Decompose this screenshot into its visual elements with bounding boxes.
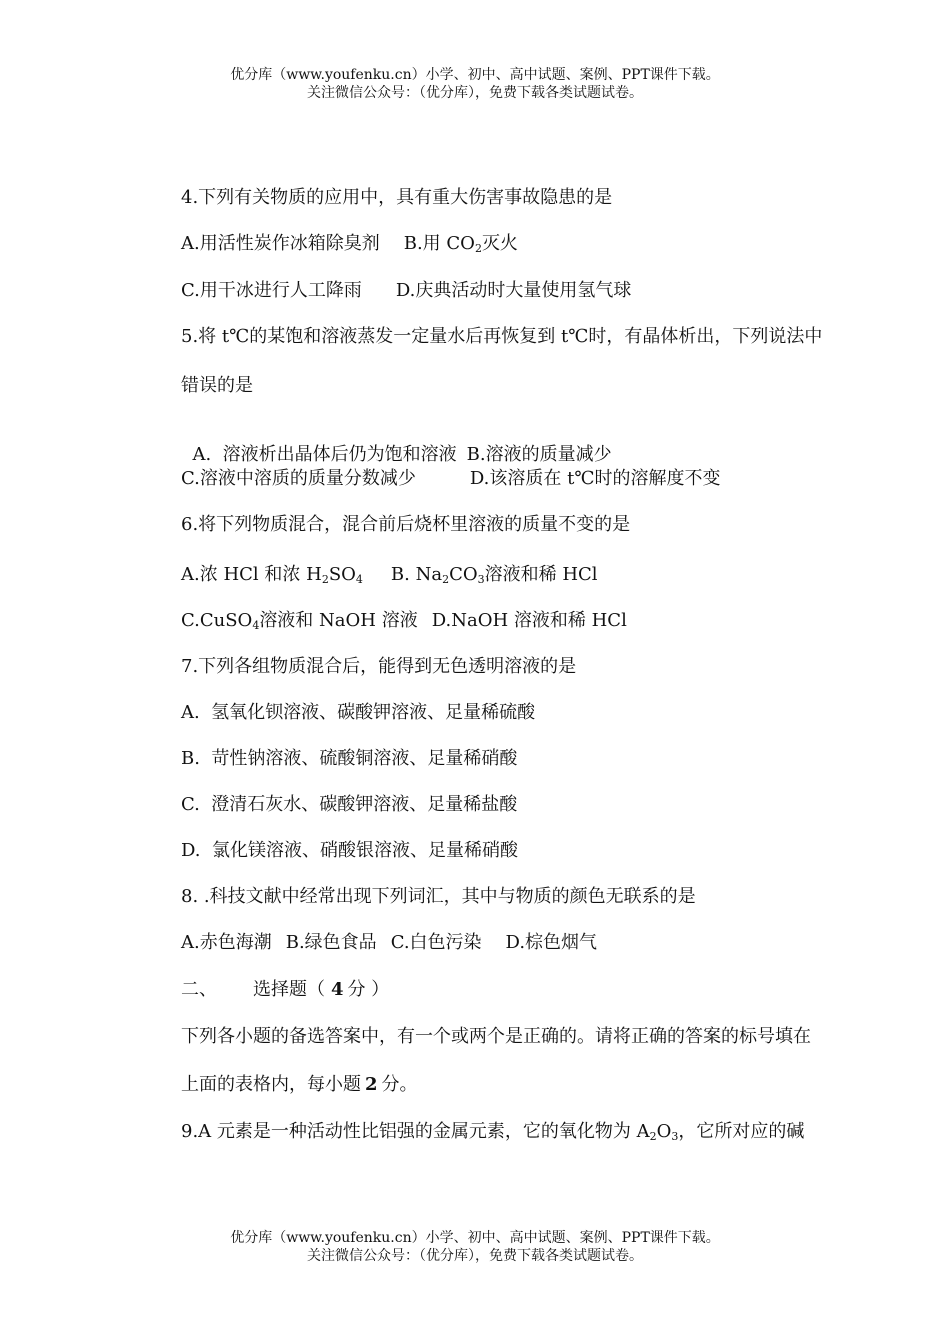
q5-option-d: D.该溶质在 t℃时的溶解度不变	[469, 468, 721, 489]
section-2-heading	[181, 979, 389, 1001]
q6-option-a: A.浓 HCl 和浓 $H_2SO_4$	[181, 564, 363, 586]
q6-stem: 6.将下列物质混合，混合前后烧杯里溶液的质量不变的是	[181, 514, 631, 535]
section-2-number: 二、	[181, 979, 217, 1000]
q8-option-d: D.棕色烟气	[505, 932, 598, 953]
q4-option-c: C.用干冰进行人工降雨	[181, 280, 362, 301]
q8-stem: 8. .科技文献中经常出现下列词汇，其中与物质的颜色无联系的是	[181, 886, 696, 907]
q8-options	[181, 932, 597, 954]
q6-options-cd	[181, 610, 627, 632]
q5-options-cd	[181, 468, 720, 490]
q6-option-d: D.NaOH 溶液和稀 HCl	[431, 610, 627, 631]
q5-options-ab	[181, 422, 612, 466]
header-line-1: 优分库（www.youfenku.cn）小学、初中、高中试题、案例、PPT课件下载。	[230, 67, 720, 83]
footer-line-1: 优分库（www.youfenku.cn）小学、初中、高中试题、案例、PPT课件下载。	[230, 1230, 720, 1246]
q6-option-c: C.CuSO$_4$溶液和 NaOH 溶液	[181, 610, 418, 632]
page-footer	[0, 1229, 950, 1265]
q7-option-b: B. 苛性钠溶液、硫酸铜溶液、足量稀硝酸	[181, 748, 518, 769]
q7-stem: 7.下列各组物质混合后，能得到无色透明溶液的是	[181, 656, 577, 677]
q4-option-b: B.用 $CO_2$灭火	[403, 233, 518, 255]
q6-option-b: B. $Na_2CO_3$溶液和稀 HCl	[390, 564, 598, 586]
q8-option-b: B.绿色食品	[285, 932, 377, 953]
q7-option-a: A. 氢氧化钡溶液、碳酸钾溶液、足量稀硫酸	[181, 702, 536, 723]
header-line-2: 关注微信公众号：（优分库），免费下载各类试题试卷。	[307, 85, 643, 101]
q5-option-a: A. 溶液析出晶体后仍为饱和溶液	[192, 444, 457, 465]
q5-option-b: B.溶液的质量减少	[466, 444, 612, 465]
q9-stem: 9.A 元素是一种活动性比铝强的金属元素，它的氧化物为 $A_2O_3$，它所对应的碱	[181, 1121, 805, 1143]
section-2-intro-line-2: 上面的表格内，每小题 2 分。	[181, 1074, 418, 1095]
q7-option-c: C. 澄清石灰水、碳酸钾溶液、足量稀盐酸	[181, 794, 518, 815]
page-header	[0, 66, 950, 102]
q4-options-ab	[181, 233, 518, 255]
footer-line-2: 关注微信公众号：（优分库），免费下载各类试题试卷。	[307, 1248, 643, 1264]
q6-options-ab	[181, 564, 598, 586]
q8-option-a: A.赤色海潮	[181, 932, 272, 953]
q5-option-c: C.溶液中溶质的质量分数减少	[181, 468, 416, 489]
q4-options-cd	[181, 280, 631, 302]
q5-stem-line-1: 5.将 t℃的某饱和溶液蒸发一定量水后再恢复到 t℃时，有晶体析出，下列说法中	[181, 326, 823, 347]
q4-stem: 4.下列有关物质的应用中，具有重大伤害事故隐患的是	[181, 187, 613, 208]
q7-option-d: D. 氯化镁溶液、硝酸银溶液、足量稀硝酸	[181, 840, 518, 861]
section-2-title: 选择题（ 4 分 ）	[253, 979, 390, 1000]
q4-option-d: D.庆典活动时大量使用氢气球	[395, 280, 632, 301]
q5-stem-line-2: 错误的是	[181, 375, 253, 396]
section-2-intro-line-1: 下列各小题的备选答案中，有一个或两个是正确的。请将正确的答案的标号填在	[181, 1026, 811, 1047]
q8-option-c: C.白色污染	[390, 932, 482, 953]
q4-option-a: A.用活性炭作冰箱除臭剂	[181, 233, 380, 254]
